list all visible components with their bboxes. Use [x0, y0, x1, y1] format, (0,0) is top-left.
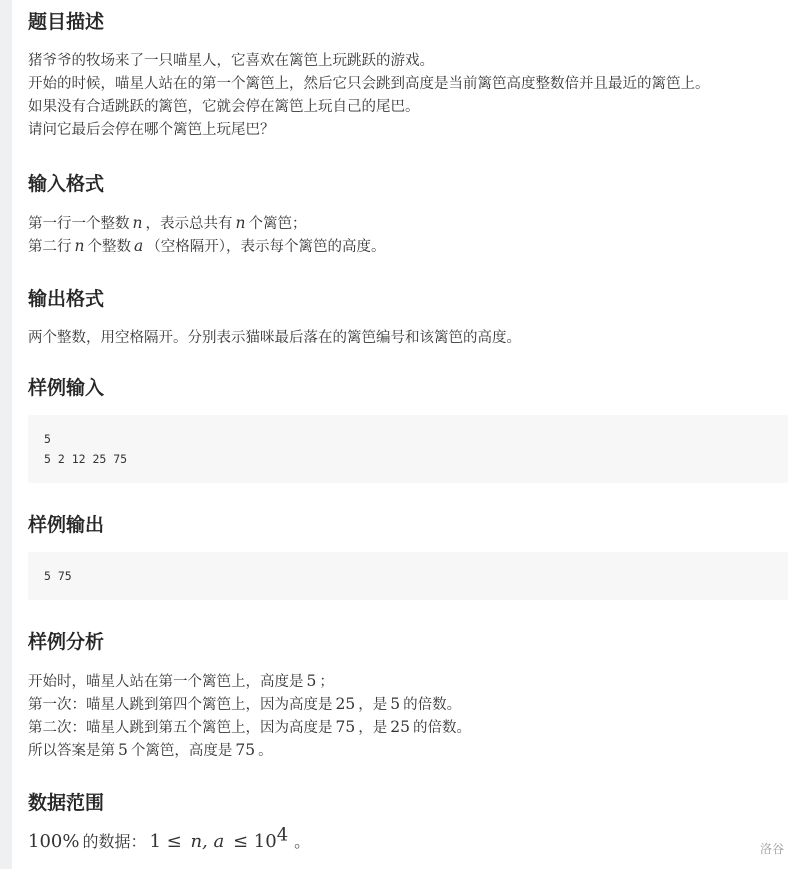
data-range-percent: 100% — [28, 831, 80, 852]
sample-analysis-section — [28, 628, 788, 762]
sample-analysis-line-4: 所以答案是第 5 个篱笆，高度是 75 。 — [28, 741, 273, 759]
sample-output-heading: 样例输出 — [28, 514, 105, 536]
data-range-heading: 数据范围 — [28, 792, 105, 814]
sample-analysis-text — [28, 670, 788, 762]
sample-input-line-1: 5 — [44, 432, 51, 446]
sample-input-heading: 样例输入 — [28, 377, 105, 399]
description-line-4: 请问它最后会停在哪个篱笆上玩尾巴？ — [28, 122, 275, 138]
output-format-text — [28, 327, 788, 350]
sample-output-section — [28, 511, 788, 600]
description-line-2: 开始的时候，喵星人站在的第一个篱笆上，然后它只会跳到高度是当前篱笆高度整数倍并且最近的篱笆上。 — [28, 76, 710, 92]
input-format-line-1: 第一行一个整数 n ，表示总共有 n 个篱笆； — [28, 214, 307, 232]
output-format-line: 两个整数，用空格隔开。分别表示猫咪最后落在的篱笆编号和该篱笆的高度。 — [28, 330, 521, 346]
output-format-section — [28, 285, 788, 350]
data-range-text: 100% 的数据： 1 ≤ n, $a \le 10^4$ 。 — [28, 824, 311, 852]
left-sidebar-strip — [0, 0, 12, 869]
input-format-heading: 输入格式 — [28, 173, 105, 195]
sample-analysis-line-1: 开始时，喵星人站在第一个篱笆上，高度是 5 ； — [28, 672, 334, 690]
data-range-section — [28, 789, 788, 855]
description-text — [28, 50, 788, 142]
luogu-watermark: 洛谷 — [759, 842, 784, 856]
sample-analysis-heading: 样例分析 — [28, 631, 105, 653]
input-format-text — [28, 212, 788, 258]
data-range-label: 的数据： — [82, 832, 147, 851]
description-line-1: 猪爷爷的牧场来了一只喵星人，它喜欢在篱笆上玩跳跃的游戏。 — [28, 53, 434, 69]
description-section — [28, 8, 788, 142]
sample-analysis-line-2: 第一次：喵星人跳到第四个篱笆上，因为高度是 25 ，是 5 的倍数。 — [28, 695, 462, 713]
input-format-line-2: 第二行 n 个整数 a （空格隔开），表示每个篱笆的高度。 — [28, 237, 386, 255]
sample-input-section — [28, 374, 788, 483]
sample-input-code-block[interactable] — [28, 415, 788, 483]
description-heading: 题目描述 — [28, 11, 105, 33]
input-format-section — [28, 170, 788, 258]
output-format-heading: 输出格式 — [28, 288, 105, 310]
sample-input-line-2: 5 2 12 25 75 — [44, 452, 128, 466]
sample-analysis-line-3: 第二次：喵星人跳到第五个篱笆上，因为高度是 75 ，是 25 的倍数。 — [28, 718, 471, 736]
sample-output-code-block[interactable] — [28, 552, 788, 600]
sample-output-line-1: 5 75 — [44, 569, 72, 583]
description-line-3: 如果没有合适跳跃的篱笆，它就会停在篱笆上玩自己的尾巴。 — [28, 99, 420, 115]
